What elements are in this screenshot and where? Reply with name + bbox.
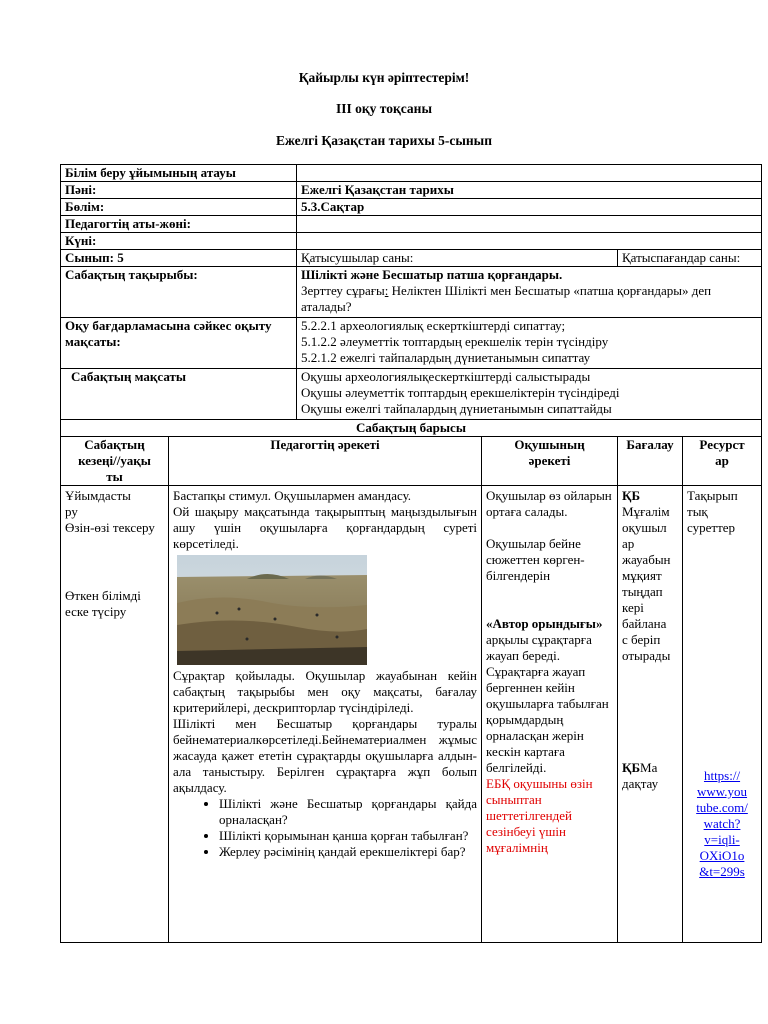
research-colon: :	[384, 283, 389, 298]
resources-cell: Тақырып тық суреттер https:// www.you tube.com/ watch? v=iqli- OXiO1o &t=299s	[683, 486, 762, 943]
subject-heading: Ежелгі Қазақстан тарихы 5-сынып	[276, 133, 492, 148]
lesson-goal-item: Оқушы ежелгі тайпалардың дүниетанымын сипаттайды	[301, 401, 612, 416]
student-method: «Автор орындығы»	[486, 616, 603, 631]
date-value	[297, 233, 762, 250]
topic-title: Шілікті және Бесшатыр патша қорғандары.	[301, 267, 563, 282]
teacher-intro: Бастапқы стимул. Оқушылармен амандасу.	[173, 488, 412, 503]
student-paragraph: Сұрақтарға жауап бергеннен кейін оқушыларға табылған қорымдардың орналасқан жерін кескін картаға белгілейді.	[486, 664, 609, 775]
grade-label: Сынып: 5	[61, 250, 297, 267]
section-label: Бөлім:	[61, 199, 297, 216]
subject-value: Ежелгі Қазақстан тарихы	[297, 182, 762, 199]
objective-item: 5.1.2.2 әлеуметтік топтардың ерекшелік терін түсіндіру	[301, 334, 609, 349]
question-list	[173, 796, 477, 860]
research-text: Неліктен Шілікті мен Бесшатыр «патша қорғандары» деп аталады?	[301, 283, 712, 314]
org-value	[297, 165, 762, 182]
org-label: Білім беру ұйымының атауы	[61, 165, 297, 182]
student-paragraph: Оқушылар өз ойларын ортаға салады.	[486, 488, 612, 519]
assessment-kb: ҚБ	[622, 488, 641, 503]
assessment-cell: ҚБ Мұғалім оқушыл ар жауабын мұқият тыңдап кері байлана с беріп отырады ҚБМа дақтау	[618, 486, 683, 943]
objective-item: 5.2.1.2 ежелгі тайпалардың дүниетанымын сипаттау	[301, 350, 591, 365]
objectives-label: Оқу бағдарламасына сәйкес оқыту мақсаты:	[61, 318, 297, 369]
col-resources-header: Ресурст ар	[683, 437, 762, 486]
lesson-goal-item: Оқушы әлеуметтік топтардың ерекшеліктерін түсіндіреді	[301, 385, 620, 400]
lesson-goals-cell	[297, 369, 762, 420]
objective-item: 5.2.2.1 археологиялық ескерткіштерді сипаттау;	[301, 318, 566, 333]
assessment-praise: ҚБМа	[622, 760, 658, 775]
present-count: Қатысушылар саны:	[297, 250, 618, 267]
lesson-plan-table	[60, 164, 762, 943]
student-paragraph: арқылы сұрақтарға жауап береді.	[486, 632, 592, 663]
lesson-goal-item: Оқушы археологиялықескерткіштерді салыстырады	[301, 369, 591, 384]
term-heading: ІІІ оқу тоқсаны	[336, 101, 432, 116]
date-label: Күні:	[61, 233, 297, 250]
stage-cell: Ұйымдасты ру Өзін-өзі тексеру Өткен білімді еске түсіру	[61, 486, 169, 943]
col-assessment-header: Бағалау	[618, 437, 683, 486]
video-link[interactable]: https:// www.you tube.com/ watch? v=iqli- OXiO1o &t=299s	[696, 768, 748, 879]
photo-icon	[177, 555, 367, 665]
teacher-activity-cell	[169, 486, 482, 943]
teacher-value	[297, 216, 762, 233]
self-check-label: Өзін-өзі тексеру	[65, 520, 155, 535]
subject-label: Пәні:	[61, 182, 297, 199]
teacher-paragraph: Ой шақыру мақсатында тақырыптың маңыздылығын ашу үшін оқушыларға қорғандардың суреті көрсетіледі.	[173, 504, 478, 551]
kurgan-photo	[177, 555, 367, 665]
question-item: • Шілікті және Бесшатыр қорғандары қайда орналасқан?	[219, 796, 477, 828]
col-stage-header: Сабақтың кезеңі//уақы ты	[61, 437, 169, 486]
question-item: • Шілікті қорымынан қанша қорған табылған?	[219, 828, 477, 844]
teacher-paragraph: Шілікті мен Бесшатыр қорғандары туралы бейнематериалкөрсетіледі.Бейнематериалмен жұмыс жасауда қажет ететін сұрақтарды оқушыларға алдын-ала таныстыру. Берілген сұрақтарға жұп болып ақылдасу.	[173, 716, 478, 795]
objectives-cell	[297, 318, 762, 369]
section-value: 5.3.Сақтар	[297, 199, 762, 216]
research-prefix: Зерттеу сұрағы	[301, 283, 385, 298]
topic-label: Сабақтың тақырыбы:	[61, 267, 297, 318]
student-note: ЕБҚ оқушыны өзін сыныптан шеттетілгендей сезінбеуі үшін мұғалімнің	[486, 776, 593, 855]
prior-knowledge-label: Өткен білімді еске түсіру	[65, 588, 141, 619]
col-student-header: Оқушының әрекеті	[482, 437, 618, 486]
lesson-goal-label: Сабақтың мақсаты	[61, 369, 297, 420]
question-item: • Жерлеу рәсімінің қандай ерекшеліктері бар?	[219, 844, 477, 860]
progress-title: Сабақтың барысы	[61, 420, 762, 437]
student-activity-cell	[482, 486, 618, 943]
topic-cell	[297, 267, 762, 318]
greeting-heading: Қайырлы күн әріптестерім!	[298, 70, 470, 85]
col-teacher-header: Педагогтің әрекеті	[169, 437, 482, 486]
student-paragraph: Оқушылар бейне сюжеттен көрген-білгендерін	[486, 536, 585, 583]
absent-count: Қатыспағандар саны:	[618, 250, 762, 267]
teacher-label: Педагогтің аты-жөні:	[61, 216, 297, 233]
teacher-paragraph: Сұрақтар қойылады. Оқушылар жауабынан кейін сабақтың тақырыбы мен оқу мақсаты, бағалау критерийлері, дескрипторлар түсіндіріледі.	[173, 668, 478, 715]
research-question	[301, 283, 757, 315]
